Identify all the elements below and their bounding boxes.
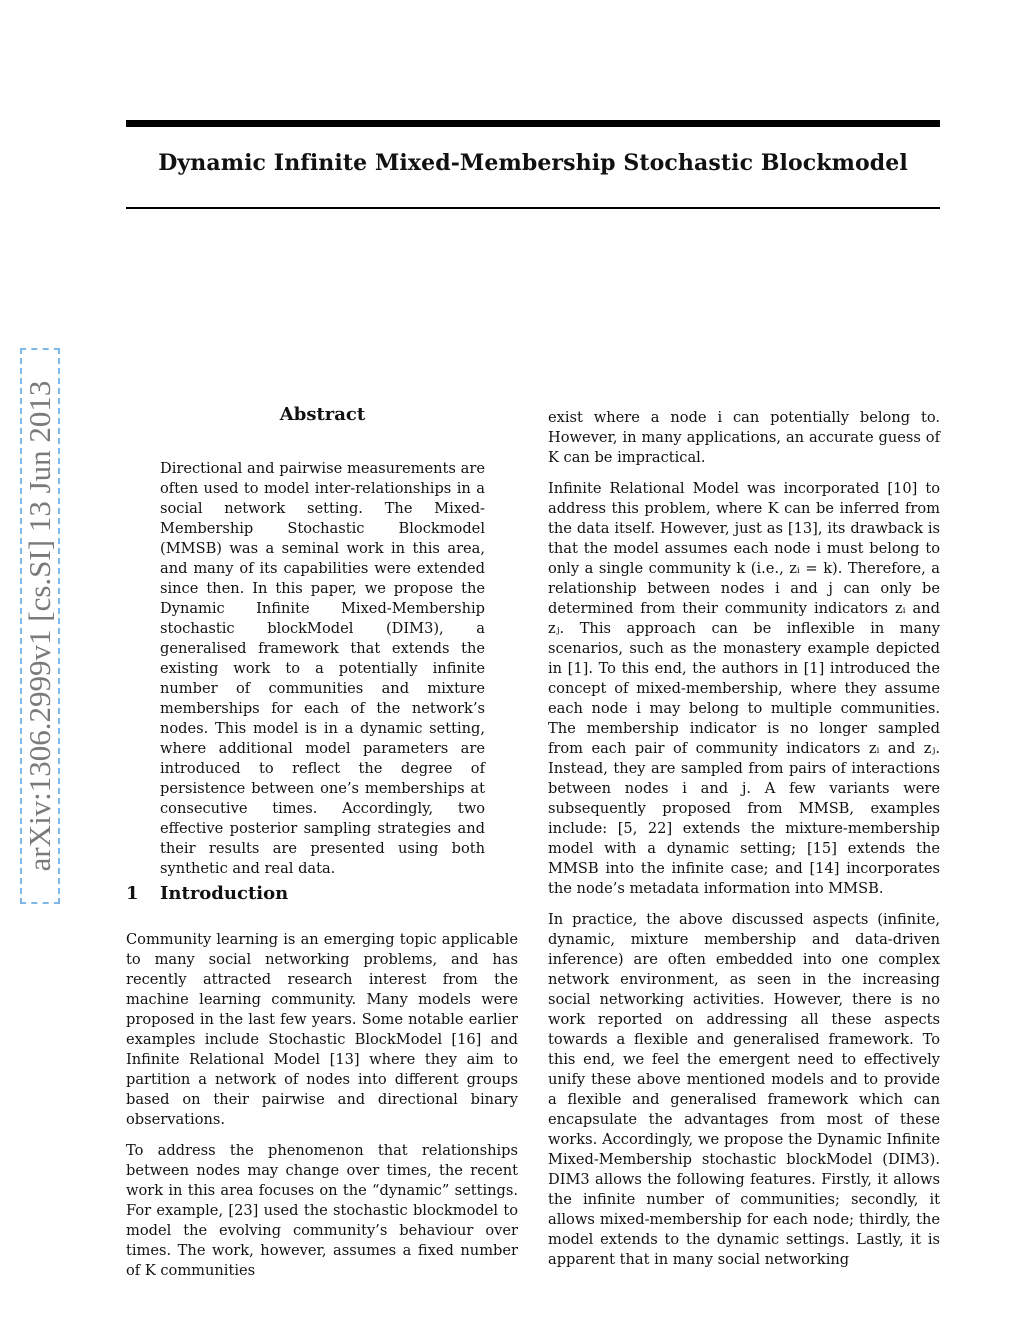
section-title: Introduction <box>160 883 289 904</box>
section-heading-introduction <box>126 883 288 904</box>
left-column <box>126 930 518 1292</box>
title-bottom-rule <box>126 207 940 209</box>
paragraph: Community learning is an emerging topic applicable to many social networking problems, and has recently attracted research interest from the machine learning community. Many models were proposed in the last few years. Some notable earlier examples include Stochastic BlockModel [16] and Infinite Relational Model [13] where they aim to partition a network of nodes into different groups based on their pairwise and directional binary observations. <box>126 931 518 1128</box>
arxiv-stamp <box>20 348 60 904</box>
title-top-rule <box>126 120 940 127</box>
paper-title: Dynamic Infinite Mixed-Membership Stochastic Blockmodel <box>158 150 908 176</box>
paragraph: To address the phenomenon that relationships between nodes may change over times, the recent work in this area focuses on the “dynamic” settings. For example, [23] used the stochastic blockmodel to model the evolving community’s behaviour over times. The work, however, assumes a fixed number of K communities <box>126 1142 518 1279</box>
paragraph: In practice, the above discussed aspects (infinite, dynamic, mixture membership and data-driven inference) are often embedded into one complex network environment, as seen in the increasing social networking activities. However, there is no work reported on addressing all these aspects towards a flexible and generalised framework. To this end, we feel the emergent need to effectively unify these above mentioned models and to provide a flexible and generalised framework which can encapsulate the advantages from most of these works. Accordingly, we propose the Dynamic Infinite Mixed-Membership stochastic blockModel (DIM3). DIM3 allows the following features. Firstly, it allows the infinite number of communities; secondly, it allows mixed-membership for each node; thirdly, the model extends to the dynamic settings. Lastly, it is apparent that in many social networking <box>548 911 940 1268</box>
abstract-heading: Abstract <box>279 404 366 425</box>
abstract-text: Directional and pairwise measurements are often used to model inter-relationships in a social network setting. The Mixed-Membership Stochastic Blockmodel (MMSB) was a seminal work in this area, and many of its capabilities were extended since then. In this paper, we propose the Dynamic Infinite Mixed-Membership stochastic blockModel (DIM3), a generalised framework that extends the existing work to a potentially infinite number of communities and mixture memberships for each of the network’s nodes. This model is in a dynamic setting, where additional model parameters are introduced to reflect the degree of persistence between one’s memberships at consecutive times. Accordingly, two effective posterior sampling strategies and their results are presented using both synthetic and real data. <box>160 460 485 877</box>
paragraph: exist where a node i can potentially belong to. However, in many applications, an accurate guess of K can be impractical. <box>548 409 940 466</box>
section-number: 1 <box>126 883 139 904</box>
paragraph: Infinite Relational Model was incorporated [10] to address this problem, where K can be inferred from the data itself. However, just as [13], its drawback is that the model assumes each node i must belong to only a single community k (i.e., zᵢ = k). Therefore, a relationship between nodes i and j can only be determined from their community indicators zᵢ and zⱼ. This approach can be inflexible in many scenarios, such as the monastery example depicted in [1]. To this end, the authors in [1] introduced the concept of mixed-membership, where they assume each node i may belong to multiple communities. The membership indicator is no longer sampled from each pair of community indicators zᵢ and zⱼ. Instead, they are sampled from pairs of interactions between nodes i and j. A few variants were subsequently proposed from MMSB, examples include: [5, 22] extends the mixture-membership model with a dynamic setting; [15] extends the MMSB into the infinite case; and [14] incorporates the node’s metadata information into MMSB. <box>548 480 940 897</box>
arxiv-stamp-text: arXiv:1306.2999v1 [cs.SI] 13 Jun 2013 <box>20 348 60 904</box>
right-column <box>548 408 940 1281</box>
